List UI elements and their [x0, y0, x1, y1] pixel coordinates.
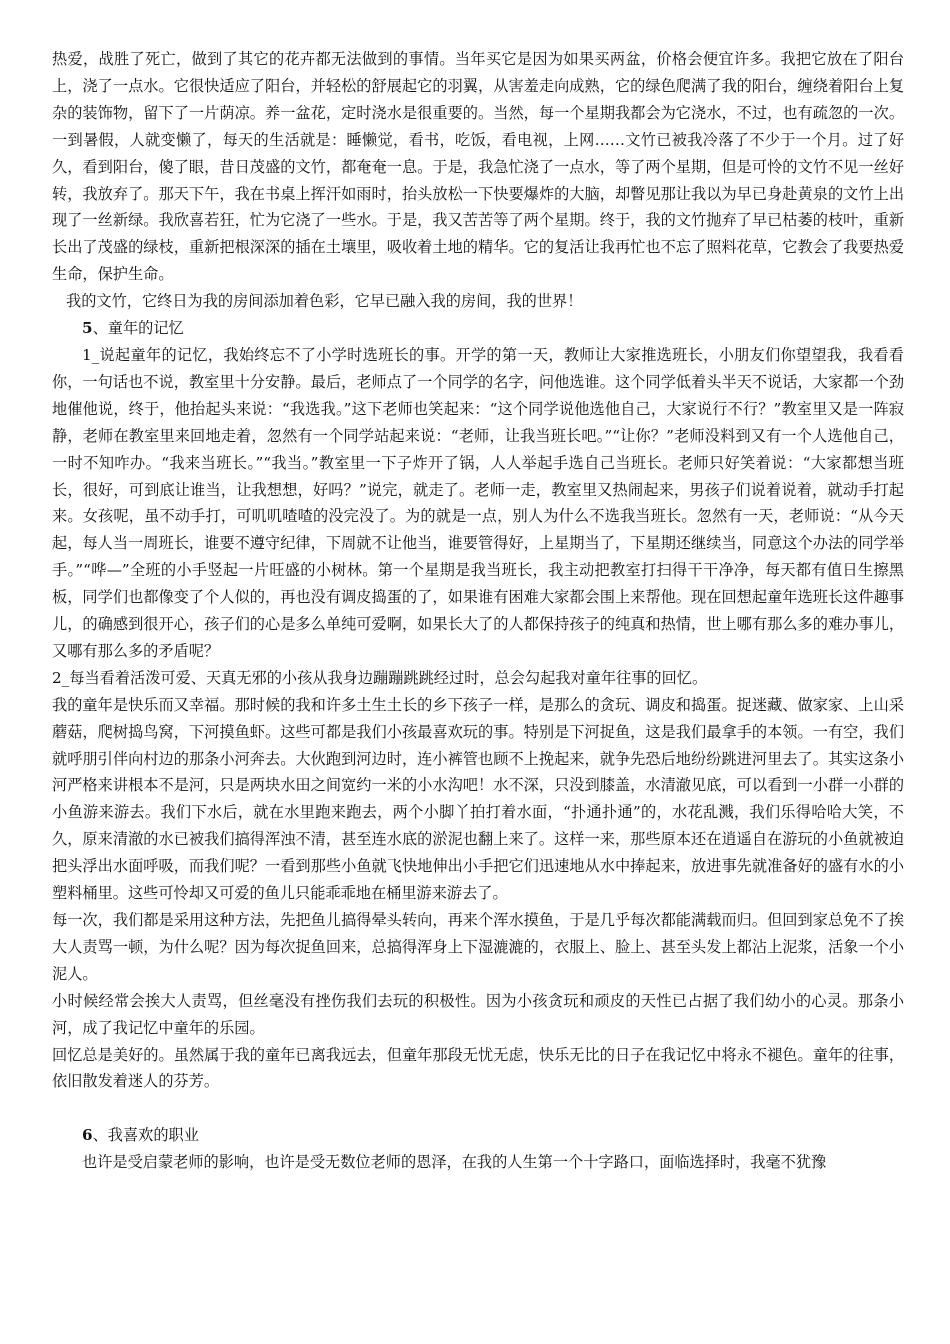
- paragraph-fishing-method: 每一次，我们都是采用这种方法，先把鱼儿搞得晕头转向，再来个浑水摸鱼，于是几乎每次都能满载而归。但回到家总免不了挨大人责骂一顿，为什么呢？因为每次捉鱼回来，总搞得浑身上下湿漉漉的，衣服上、脸上、甚至头发上都沾上泥浆，活象一个小泥人。: [52, 911, 904, 983]
- paragraph-wenzhu-conclusion: 我的文竹，它终日为我的房间添加着色彩，它早已融入我的房间，我的世界！: [66, 292, 583, 311]
- blank-line: [52, 1095, 904, 1122]
- paragraph-memory-conclusion: 回忆总是美好的。虽然属于我的童年已离我远去，但童年那段无忧无虑，快乐无比的日子在我记忆中将永不褪色。童年的往事，依旧散发着迷人的芬芳。: [52, 1045, 904, 1091]
- paragraph-class-monitor-story: 1_说起童年的记忆，我始终忘不了小学时选班长的事。开学的第一天，教师让大家推选班长，小朋友们你望望我，我看看你，一句话也不说，教室里十分安静。最后，老师点了一个同学的名字，问他选谁。这个同学低着头半天不说话，大家都一个劲地催他说，终于，他抬起头来说：“我选我。”这下老师也笑起来：“这个同学说他选他自己，大家说行不行？”教室里又是一阵寂静，老师在教室里来回地走着，忽然有一个同学站起来说：“老师，让我当班长吧。”“让你？”老师没料到又有一个人选他自己，一时不知咋办。“我来当班长。”“我当。”教室里一下子炸开了锅，人人举起手选自己当班长。老师只好笑着说：“大家都想当班长，很好，可到底让谁当，让我想想，好吗？”说完，就走了。老师一走，教室里又热闹起来，男孩子们说着说着，就动手打起来。女孩呢，虽不动手打，可叽叽喳喳的没完没了。为的就是一点，别人为什么不选我当班长。忽然有一天，老师说：“从今天起，每人当一周班长，谁要不遵守纪律，下周就不让他当，谁要管得好，上星期当了，下星期还继续当，同意这个办法的同学举手。”“哗—”全班的小手竖起一片旺盛的小树林。第一个星期是我当班长，我主动把教室打扫得干干净净，每天都有值日生擦黑板，同学们也都像变了个人似的，再也没有调皮捣蛋的了，如果谁有困难大家都会围上来帮他。现在回想起童年选班长这件趣事儿，的确感到很开心，孩子们的心是多么单纯可爱啊，如果长大了的人都保持孩子的纯真和热情，世上哪有那么多的难办事儿，又哪有那么多的矛盾呢？: [52, 345, 904, 660]
- section-heading-childhood-memory: [52, 315, 904, 342]
- section-title: 、童年的记忆: [92, 319, 184, 338]
- paragraph-fishing-story: 我的童年是快乐而又幸福。那时候的我和许多土生土长的乡下孩子一样，是那么的贪玩、调皮和捣蛋。捉迷藏、做家家、上山采蘑菇，爬树捣鸟窝，下河摸鱼虾。这些可都是我们小孩最喜欢玩的事。特别是下河捉鱼，这是我们最拿手的本领。一有空，我们就呼朋引伴向村边的那条小河奔去。大伙跑到河边时，连小裤管也顾不上挽起来，就争先恐后地纷纷跳进河里去了。其实这条小河严格来讲根本不是河，只是两块水田之间宽约一米的小水沟吧！水不深，只没到膝盖，水清澈见底，可以看到一小群一小群的小鱼游来游去。我们下水后，就在水里跑来跑去，两个小脚丫拍打着水面，“扑通扑通”的，水花乱溅，我们乐得哈哈大笑，不久，原来清澈的水已被我们搞得浑浊不清，甚至连水底的淤泥也翻上来了。这样一来，那些原本还在逍遥自在游玩的小鱼就被迫把头浮出水面呼吸，而我们呢？一看到那些小鱼就飞快地伸出小手把它们迅速地从水中捧起来，放进事先就准备好的盛有水的小塑料桶里。这些可怜却又可爱的鱼儿只能乖乖地在桶里游来游去了。: [52, 695, 904, 903]
- paragraph-favorite-job-start: 也许是受启蒙老师的影响，也许是受无数位老师的恩泽，在我的人生第一个十字路口，面临选择时，我毫不犹豫: [82, 1153, 827, 1172]
- document-page: [52, 46, 904, 1176]
- paragraph-childhood-intro: 2_每当看着活泼可爱、天真无邪的小孩从我身边蹦蹦跳跳经过时，总会勾起我对童年往事的回忆。: [52, 668, 708, 687]
- section-number: 5: [82, 319, 93, 338]
- paragraph-wenzhu-story: 热爱，战胜了死亡，做到了其它的花卉都无法做到的事情。当年买它是因为如果买两盆，价格会便宜许多。我把它放在了阳台上，浇了一点水。它很快适应了阳台，并轻松的舒展起它的羽翼，从害羞走向成熟，它的绿色爬满了我的阳台，缠绕着阳台上复杂的装饰物，留下了一片荫凉。养一盆花，定时浇水是很重要的。当然，每一个星期我都会为它浇水，不过，也有疏忽的一次。一到暑假，人就变懒了，每天的生活就是：睡懒觉，看书，吃饭，看电视，上网……文竹已被我冷落了不少于一个月。过了好久，看到阳台，傻了眼，昔日茂盛的文竹，都奄奄一息。于是，我急忙浇了一点水，等了两个星期，但是可怜的文竹不见一丝好转，我放弃了。那天下午，我在书桌上挥汗如雨时，抬头放松一下快要爆炸的大脑，却瞥见那让我以为早已身赴黄泉的文竹上出现了一丝新绿。我欣喜若狂，忙为它浇了一些水。于是，我又苦苦等了两个星期。终于，我的文竹抛弃了早已枯萎的枝叶，重新长出了茂盛的绿枝，重新把根深深的插在土壤里，吸收着土地的精华。它的复活让我再忙也不忘了照料花草，它教会了我要热爱生命，保护生命。: [52, 50, 904, 284]
- section-title: 、我喜欢的职业: [92, 1126, 199, 1145]
- section-number: 6: [82, 1126, 93, 1145]
- paragraph-scolding: 小时候经常会挨大人责骂，但丝毫没有挫伤我们去玩的积极性。因为小孩贪玩和顽皮的天性已占据了我们幼小的心灵。那条小河，成了我记忆中童年的乐园。: [52, 991, 904, 1037]
- section-heading-favorite-job: [52, 1122, 904, 1149]
